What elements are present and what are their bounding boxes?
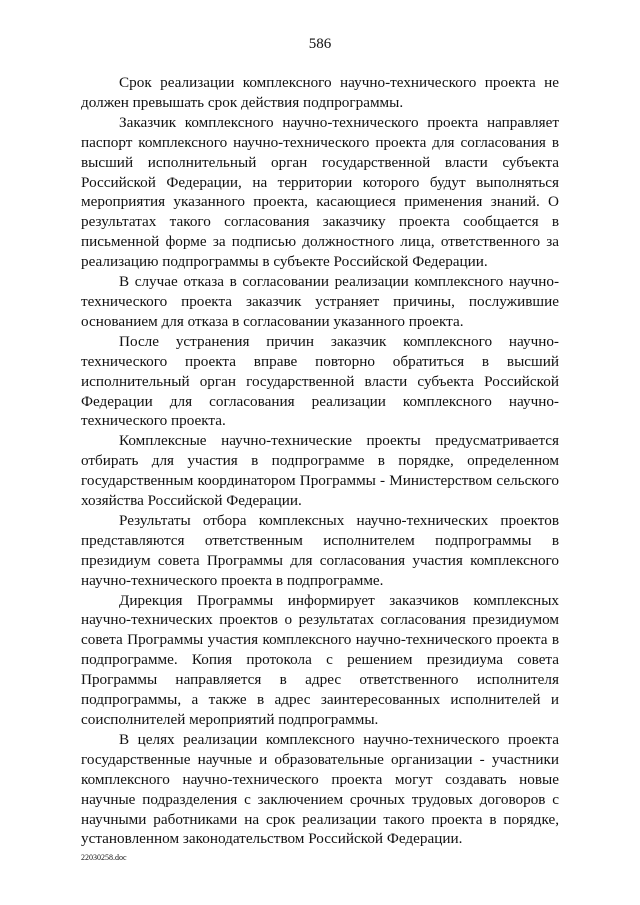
page-number: 586 [308, 36, 332, 52]
paragraph-new-units: В целях реализации комплексного научно-технического проекта государственные научные и образовательные организации - участники комплексного научно-технического проекта могут создавать новые научные подразделения с заключением срочных трудовых договоров с научными работниками на срок реализации такого проекта в порядке, установленном законодательством Российской Федерации. [81, 730, 559, 848]
footer-filename: 22030258.doc [81, 853, 127, 862]
paragraph-term: Срок реализации комплексного научно-технического проекта не должен превышать срок действия подпрограммы. [81, 74, 559, 111]
document-body [81, 73, 559, 849]
paragraph-refusal: В случае отказа в согласовании реализации комплексного научно-технического проекта заказчик устраняет причины, послужившие основанием для отказа в согласовании указанного проекта. [81, 273, 559, 330]
paragraph-resubmission: После устранения причин заказчик комплексного научно-технического проекта вправе повторно обратиться в высший исполнительный орган государственной власти субъекта Российской Федерации для согласования реализации комплексного научно-технического проекта. [81, 332, 559, 430]
paragraph-selection: Комплексные научно-технические проекты предусматривается отбирать для участия в подпрограмме в порядке, определенном государственным координатором Программы - Министерством сельского хозяйства Российской Федерации. [81, 432, 559, 510]
paragraph-directorate: Дирекция Программы информирует заказчиков комплексных научно-технических проектов о результатах согласования президиумом совета Программы участия комплексного научно-технического проекта в подпрограмме. Копия протокола с решением президиума совета Программы направляется в адрес ответственного исполнителя подпрограммы, а также в адрес заинтересованных исполнителей и соисполнителей мероприятий подпрограммы. [81, 591, 559, 728]
paragraph-selection-results: Результаты отбора комплексных научно-технических проектов представляются ответственным исполнителем подпрограммы в президиум совета Программы для согласования участия комплексного научно-технического проекта в подпрограмме. [81, 511, 559, 589]
paragraph-passport-approval: Заказчик комплексного научно-технического проекта направляет паспорт комплексного научно-технического проекта для согласования в высший исполнительный орган государственной власти субъекта Российской Федерации, на территории которого будут выполняться мероприятия указанного проекта, касающиеся применения знаний. О результатах такого согласования заказчику проекта сообщается в письменной форме за подписью должностного лица, ответственного за реализацию подпрограммы в субъекте Российской Федерации. [81, 113, 559, 271]
